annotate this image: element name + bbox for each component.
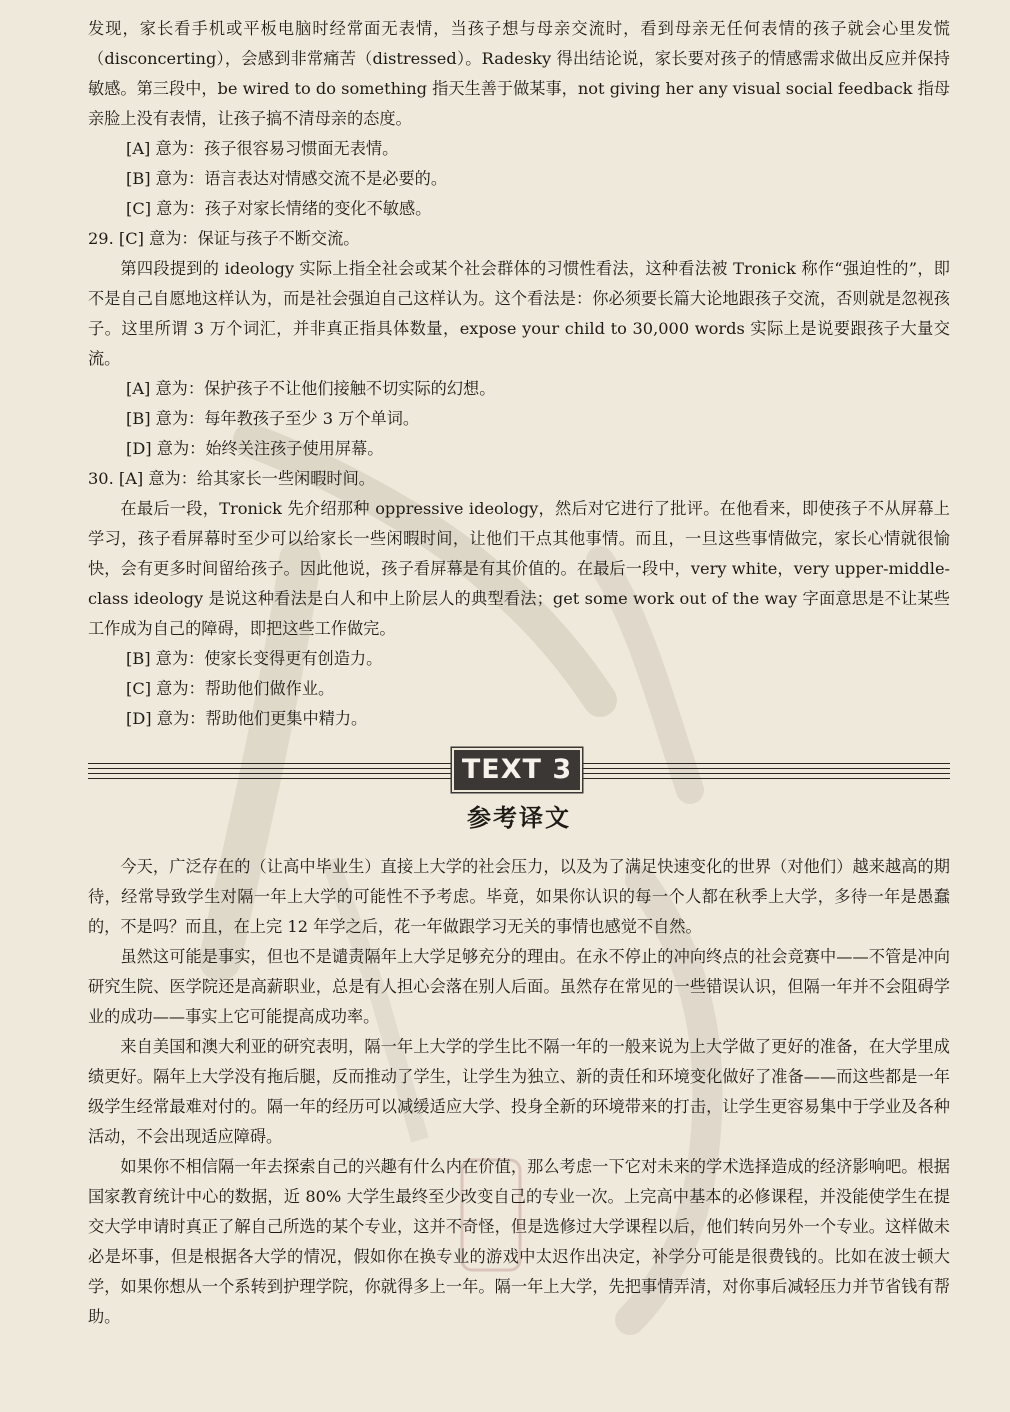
option-28b: [B] 意为：语言表达对情感交流不是必要的。 [126, 169, 448, 188]
option-30d: [D] 意为：帮助他们更集中精力。 [126, 709, 368, 728]
translation-paragraph: 来自美国和澳大利亚的研究表明，隔一年上大学的学生比不隔一年的一般来说为上大学做了更好的准备，在大学里成绩更好。隔年上大学没有拖后腿，反而推动了学生，让学生为独立、新的责任和环境变化做好了准备——而这些都是一年级学生经常最难对付的。隔一年的经历可以减缓适应大学、投身全新的环境带来的打击，让学生更容易集中于学业及各种活动，不会出现适应障碍。 [88, 1037, 950, 1146]
analysis-paragraph: 发现，家长看手机或平板电脑时经常面无表情，当孩子想与母亲交流时，看到母亲无任何表情的孩子就会心里发慌（disconcerting），会感到非常痛苦（distressed）。Radesky 得出结论说，家长要对孩子的情感需求做出反应并保持敏感。第三段中，be wired to do something 指天生善于做某事，not giving her any visual social feedback 指母亲脸上没有表情，让孩子搞不清母亲的态度。 [88, 19, 950, 128]
translation-paragraph: 虽然这可能是事实，但也不是谴责隔年上大学足够充分的理由。在永不停止的冲向终点的社会竞赛中——不管是冲向研究生院、医学院还是高薪职业，总是有人担心会落在别人后面。虽然存在常见的一些错误认识，但隔一年并不会阻碍学业的成功——事实上它可能提高成功率。 [88, 947, 950, 1026]
translation-title: 参考译文 [467, 803, 571, 832]
section-divider [88, 748, 950, 794]
option-29a: [A] 意为：保护孩子不让他们接触不切实际的幻想。 [126, 379, 496, 398]
answer-30: 30. [A] 意为：给其家长一些闲暇时间。 [88, 469, 375, 488]
section-badge: TEXT 3 [454, 750, 580, 790]
explanation-30: 在最后一段，Tronick 先介绍那种 oppressive ideology，然后对它进行了批评。在他看来，即使孩子不从屏幕上学习，孩子看屏幕时至少可以给家长一些闲暇时间，让他们干点其他事情。而且，一旦这些事情做完，家长心情就很愉快，会有更多时间留给孩子。因此他说，孩子看屏幕是有其价值的。在最后一段中，very white，very upper-middle-class ideology 是说这种看法是白人和中上阶层人的典型看法；get some work out of the way 字面意思是不让某些工作成为自己的障碍，即把这些工作做完。 [88, 499, 950, 638]
explanation-29: 第四段提到的 ideology 实际上指全社会或某个社会群体的习惯性看法，这种看法被 Tronick 称作“强迫性的”，即不是自己自愿地这样认为，而是社会强迫自己这样认为。这个看法是：你必须要长篇大论地跟孩子交流，否则就是忽视孩子。这里所谓 3 万个词汇，并非真正指具体数量，expose your child to 30,000 words 实际上是说要跟孩子大量交流。 [88, 259, 950, 368]
translation-paragraph: 如果你不相信隔一年去探索自己的兴趣有什么内在价值，那么考虑一下它对未来的学术选择造成的经济影响吧。根据国家教育统计中心的数据，近 80% 大学生最终至少改变自己的专业一次。上完高中基本的必修课程，并没能使学生在提交大学申请时真正了解自己所选的某个专业，这并不奇怪，但是选修过大学课程以后，他们转向另外一个专业。这样做未必是坏事，但是根据各大学的情况，假如你在换专业的游戏中太迟作出决定，补学分可能是很费钱的。比如在波士顿大学，如果你想从一个系转到护理学院，你就得多上一年。隔一年上大学，先把事情弄清，对你事后减轻压力并节省钱有帮助。 [88, 1157, 950, 1326]
option-28a: [A] 意为：孩子很容易习惯面无表情。 [126, 139, 399, 158]
option-28c: [C] 意为：孩子对家长情绪的变化不敏感。 [126, 199, 432, 218]
page-content [88, 14, 950, 1332]
option-29d: [D] 意为：始终关注孩子使用屏幕。 [126, 439, 384, 458]
option-30c: [C] 意为：帮助他们做作业。 [126, 679, 335, 698]
translation-paragraph: 今天，广泛存在的（让高中毕业生）直接上大学的社会压力，以及为了满足快速变化的世界（对他们）越来越高的期待，经常导致学生对隔一年上大学的可能性不予考虑。毕竟，如果你认识的每一个人都在秋季上大学，多待一年是愚蠢的，不是吗？而且，在上完 12 年学之后，花一年做跟学习无关的事情也感觉不自然。 [88, 857, 950, 936]
option-30b: [B] 意为：使家长变得更有创造力。 [126, 649, 383, 668]
option-29b: [B] 意为：每年教孩子至少 3 万个单词。 [126, 409, 420, 428]
answer-29: 29. [C] 意为：保证与孩子不断交流。 [88, 229, 360, 248]
